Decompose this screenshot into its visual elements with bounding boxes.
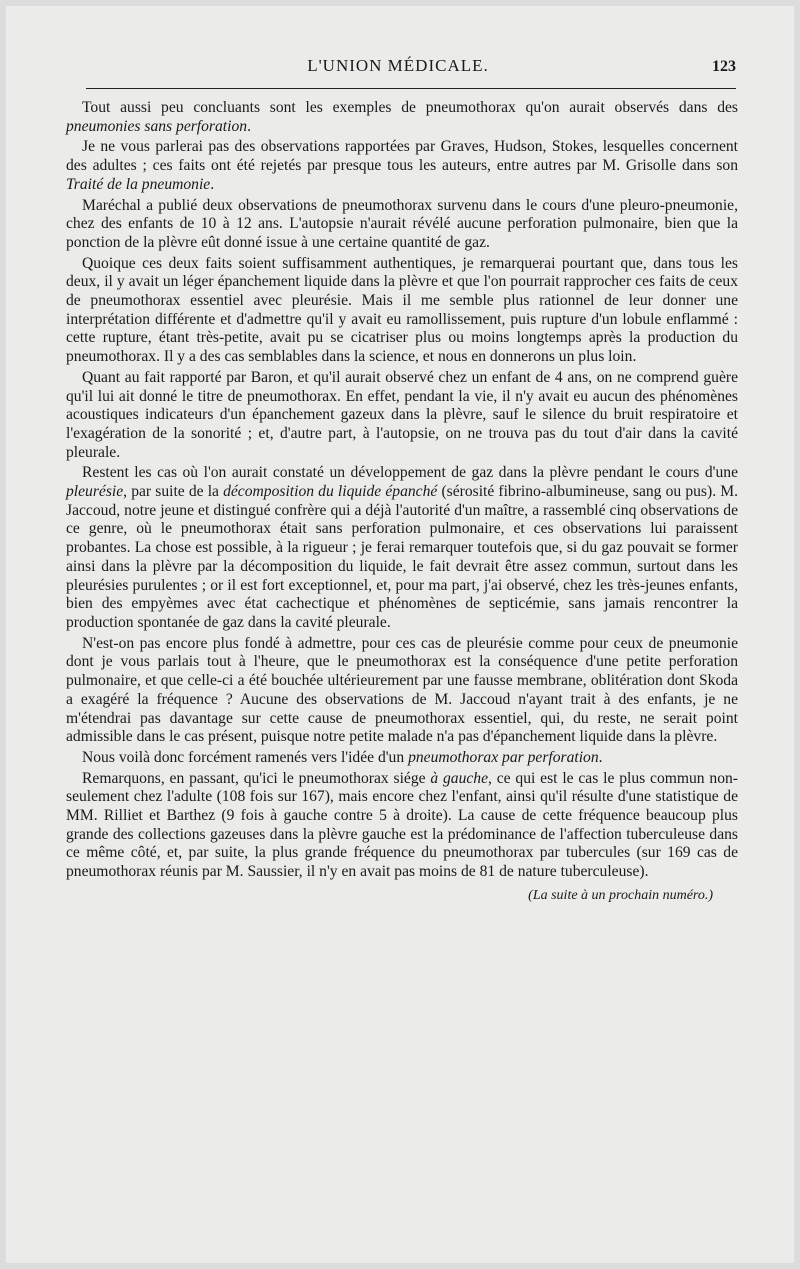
running-header	[60, 56, 736, 86]
paragraph	[66, 197, 738, 253]
header-rule	[86, 88, 736, 89]
italic-text: décomposition du liquide épanché	[223, 483, 438, 501]
text-run: .	[210, 175, 215, 193]
italic-text: à gauche	[430, 769, 489, 787]
paragraph	[66, 99, 738, 136]
text-run: .	[247, 117, 251, 135]
paragraph	[66, 749, 738, 768]
paragraph	[66, 770, 738, 882]
text-run: Tout aussi peu concluants sont les exemples de pneumothorax qu'on aurait observés dans des	[82, 99, 738, 116]
paragraph	[66, 464, 738, 632]
text-run: Quoique ces deux faits soient suffisamment authentiques, je remarquerai pourtant que, dans tous les deux, il y avait un léger épanchement liquide dans la plèvre et que l'on pourrait rapprocher ces faits de ceux de pneumothorax essentiel avec pleurésie. Mais il me semble plus rationnel de leur donner une interprétation différente et d'admettre qu'il y avait eu ramollissement, puis rupture d'un lobule enflammé : cette rupture, étant très-petite, avait pu se cicatriser plus ou moins longtemps après la production du pneumothorax. Il y a des cas semblables dans la science, et nous en donnerons un plus loin.	[66, 254, 738, 366]
italic-text: pneumonies sans perforation	[66, 117, 248, 135]
text-run: Maréchal a publié deux observations de pneumothorax survenu dans le cours d'une pleuro-pneumonie, chez des enfants de 10 à 12 ans. L'autopsie n'aurait révélé aucune perforation pulmonaire, bien que la ponction de la plèvre eût donné issue à une certaine quantité de gaz.	[66, 196, 738, 251]
paragraph	[66, 635, 738, 747]
paragraph	[66, 369, 738, 463]
paragraph	[66, 138, 738, 194]
text-run: Nous voilà donc forcément ramenés vers l'idée d'un	[82, 748, 409, 766]
text-run: Remarquons, en passant, qu'ici le pneumothorax siége	[82, 769, 431, 787]
paragraph	[66, 255, 738, 367]
text-run: Quant au fait rapporté par Baron, et qu'il aurait observé chez un enfant de 4 ans, on ne comprend guère qu'il lui ait donné le titre de pneumothorax. En effet, pendant la vie, il n'y avait eu aucun des phénomènes acoustiques indicateurs d'un épanchement gazeux dans la plèvre, sauf le silence du bruit respiratoire et l'exagération de la sonorité ; et, d'autre part, à l'autopsie, on ne trouva pas du tout d'air dans la cavité pleurale.	[66, 368, 738, 461]
text-run: N'est-on pas encore plus fondé à admettre, pour ces cas de pleurésie comme pour ceux de pneumonie dont je vous parlais tout à l'heure, que le pneumothorax est la conséquence d'une petite perforation pulmonaire, et que celle-ci a été bouchée ultérieurement par une fausse membrane, oblitération dont Skoda a exagéré la fréquence ? Aucune des observations de M. Jaccoud n'ayant trait à des enfants, je ne m'étendrai pas davantage sur cette cause de pneumothorax essentiel, qui, du reste, ne serait point admissible dans le cas présent, puisque notre petite malade n'a pas d'épanchement liquide dans la plèvre.	[66, 634, 738, 746]
italic-text: pleurésie	[66, 483, 124, 501]
page	[6, 6, 794, 1263]
journal-title: L'UNION MÉDICALE.	[307, 56, 489, 75]
text-run: Restent les cas où l'on aurait constaté un développement de gaz dans la plèvre pendant le cours d'une	[82, 464, 738, 482]
continuation-note: (La suite à un prochain numéro.)	[528, 887, 713, 903]
italic-text: Traité de la pneumonie	[66, 175, 211, 193]
text-run: .	[598, 748, 603, 766]
text-run: , ce qui est le cas le plus commun non-seulement chez l'adulte (108 fois sur 167), mais encore chez l'enfant, ainsi qu'il résulte d'une statistique de MM. Rilliet et Barthez (9 fois à gauche contre 5 à droite). La cause de cette fréquence beaucoup plus grande des collections gazeuses dans la plèvre gauche est la prédominance de l'affection tuberculeuse dans ce même côté, et, par suite, la plus grande fréquence du pneumothorax par tubercules (sur 169 cas de pneumothorax réunis par M. Saussier, il n'y en avait pas moins de 81 de nature tuberculeuse).	[66, 769, 738, 881]
italic-text: pneumothorax par perforation	[408, 748, 599, 766]
text-run: (sérosité fibrino-albumineuse, sang ou pus). M. Jaccoud, notre jeune et distingué confrère qui a déjà l'autorité d'un maître, a rassemblé cinq observations de ce genre, où le pneumothorax était sans perforation pulmonaire, et ces observations lui paraissent probantes. La chose est possible, à la rigueur ; je ferai remarquer toutefois que, si du gaz pouvait se former ainsi dans la plèvre par la décomposition du liquide, le fait devrait être assez commun, surtout dans les pleurésies purulentes ; or il est fort exceptionnel, et, pour ma part, j'ai observé, chez les très-jeunes enfants, bien des empyèmes avec état cachectique et phénomènes de septicémie, sans jamais rencontrer la production spontanée de gaz dans la cavité pleurale.	[66, 483, 738, 631]
text-run: Je ne vous parlerai pas des observations rapportées par Graves, Hudson, Stokes, lesquelles concernent des adultes ; ces faits ont été rejetés par presque tous les auteurs, entre autres par M. Grisolle dans son	[66, 138, 738, 175]
page-number: 123	[712, 58, 736, 75]
text-run: , par suite de la	[123, 483, 224, 501]
article-body	[66, 99, 738, 904]
